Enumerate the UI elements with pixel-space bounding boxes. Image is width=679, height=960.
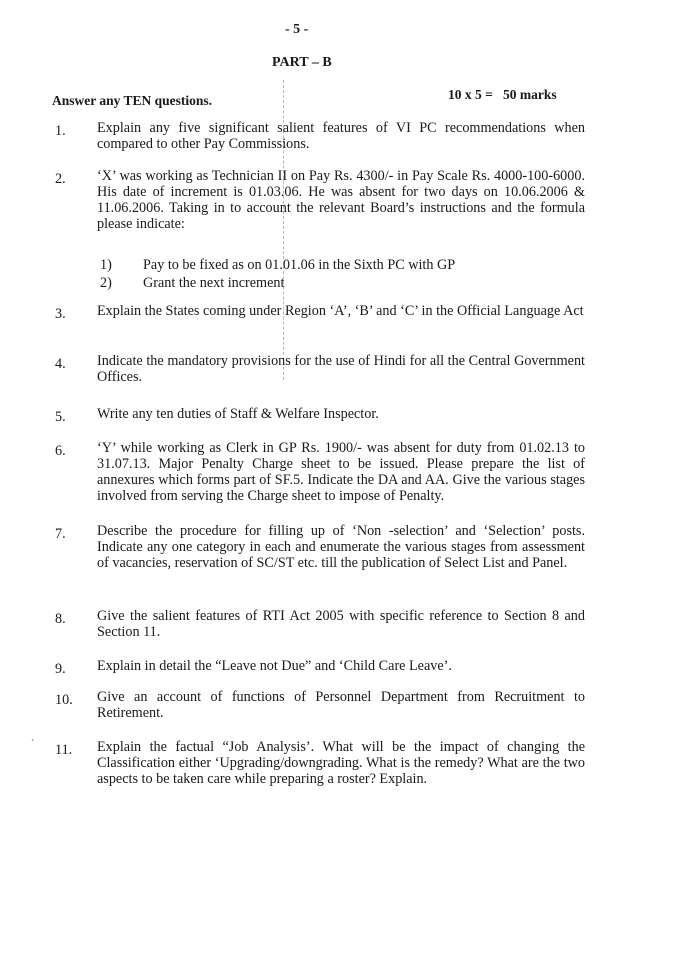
question-number: 5. (55, 409, 66, 425)
question-number: 10. (55, 692, 73, 708)
sub-item-number: 1) (100, 257, 112, 273)
question-text: Explain in detail the “Leave not Due” and ‘Child Care Leave’. (97, 658, 452, 674)
question-number: 9. (55, 661, 66, 677)
question-number: 6. (55, 443, 66, 459)
question-number: 8. (55, 611, 66, 627)
question-number: 4. (55, 356, 66, 372)
sub-item-text: Pay to be fixed as on 01.01.06 in the Sixth PC with GP (143, 257, 456, 273)
question-text: Explain any five significant salient features of VI PC recommendations when compared to other Pay Commissions. (97, 120, 585, 152)
margin-mark: ` (31, 739, 35, 750)
page-number: - 5 - (285, 22, 309, 37)
question-text: Indicate the mandatory provisions for the use of Hindi for all the Central Government Offices. (97, 353, 585, 385)
question-text: ‘Y’ while working as Clerk in GP Rs. 1900/- was absent for duty from 01.02.13 to 31.07.13. Major Penalty Charge sheet to be issued. Please prepare the list of annexures which forms part of SF.5. Indicate the DA and AA. Give the various stages involved from serving the Charge sheet to impose of Penalty. (97, 440, 585, 504)
question-text: Explain the States coming under Region ‘A’, ‘B’ and ‘C’ in the Official Language Act (97, 303, 584, 319)
question-text: Give an account of functions of Personnel Department from Recruitment to Retirement. (97, 689, 585, 721)
question-text: Describe the procedure for filling up of ‘Non -selection’ and ‘Selection’ posts. Indicate any one category in each and enumerate the various stages from assessment of vacancies, reservation of SC/ST etc. till the publication of Select List and Panel. (97, 523, 585, 571)
question-number: 2. (55, 171, 66, 187)
part-title: PART – B (272, 55, 332, 70)
instruction: Answer any TEN questions. (52, 93, 213, 108)
question-number: 11. (55, 742, 73, 758)
question-number: 7. (55, 526, 66, 542)
question-text: Give the salient features of RTI Act 2005 with specific reference to Section 8 and Section 11. (97, 608, 585, 640)
sub-item-number: 2) (100, 275, 112, 291)
question-number: 3. (55, 306, 66, 322)
marks-info (448, 87, 557, 103)
question-text: Explain the factual “Job Analysis’. What will be the impact of changing the Classification either ‘Upgrading/downgrading. What is the remedy? What are the two aspects to be taken care while preparing a roster? Explain. (97, 739, 585, 787)
marks-total: 50 marks (502, 87, 557, 102)
marks-formula: 10 x 5 = (448, 87, 493, 102)
sub-item-text: Grant the next increment (143, 275, 285, 291)
question-number: 1. (55, 123, 66, 139)
question-text: Write any ten duties of Staff & Welfare Inspector. (97, 406, 379, 422)
question-text: ‘X’ was working as Technician II on Pay Rs. 4300/- in Pay Scale Rs. 4000-100-6000. His date of increment is 01.03.06. He was absent for two days on 10.06.2006 & 11.06.2006. Taking in to account the relevant Board’s instructions and the formula please indicate: (97, 168, 585, 232)
